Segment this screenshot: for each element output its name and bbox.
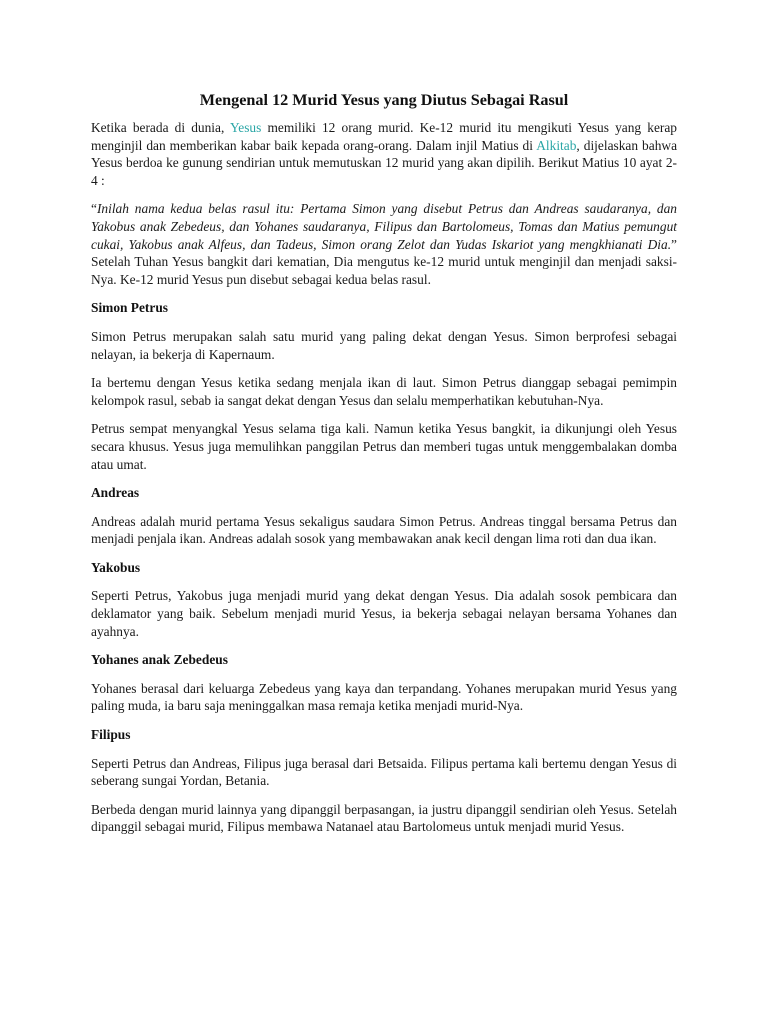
document-body — [91, 90, 677, 847]
simon-paragraph-1: Simon Petrus merupakan salah satu murid yang paling dekat dengan Yesus. Simon berprofesi sebagai nelayan, ia bekerja di Kapernaum. — [91, 328, 677, 362]
intro-text-1: Ketika berada di dunia, — [91, 120, 230, 135]
intro-text-3: , dijelaskan bahwa Yesus berdoa ke gunung sendirian untuk memutuskan 12 murid yang akan dipilih. Berikut Matius 10 ayat 2-4 : — [91, 137, 678, 188]
quote-continuation: Setelah Tuhan Yesus bangkit dari kematian, Dia mengutus ke-12 murid untuk menginjil dan menjadi saksi-Nya. Ke-12 murid Yesus pun disebut sebagai kedua belas rasul. — [91, 254, 677, 287]
yohanes-paragraph-1: Yohanes berasal dari keluarga Zebedeus yang kaya dan terpandang. Yohanes merupakan murid Yesus yang paling muda, ia baru saja meninggalkan masa remaja ketika menjadi murid-Nya. — [91, 680, 677, 714]
page-title: Mengenal 12 Murid Yesus yang Diutus Sebagai Rasul — [199, 91, 569, 109]
quote-paragraph — [91, 200, 677, 288]
heading-simon-petrus: Simon Petrus — [91, 300, 168, 316]
quote-close-mark: ” — [671, 236, 677, 252]
heading-yakobus: Yakobus — [91, 559, 141, 575]
filipus-paragraph-2: Berbeda dengan murid lainnya yang dipanggil berpasangan, ia justru dipanggil sendirian oleh Yesus. Setelah dipanggil sebagai murid, Filipus membawa Natanael atau Bartolomeus untuk menjadi murid Yesus. — [91, 801, 677, 835]
simon-paragraph-2: Ia bertemu dengan Yesus ketika sedang menjala ikan di laut. Simon Petrus dianggap sebagai pemimpin kelompok rasul, sebab ia sangat dekat dengan Yesus dan selalu memperhatikan kebutuhan-Nya. — [91, 375, 677, 408]
intro-paragraph — [91, 119, 677, 189]
link-alkitab[interactable]: Alkitab — [536, 137, 577, 153]
intro-text-2: memiliki 12 orang murid. Ke-12 murid itu mengikuti Yesus yang kerap menginjil dan memberikan kabar baik kepada orang-orang. Dalam injil Matius di — [91, 120, 677, 153]
yakobus-paragraph-1: Seperti Petrus, Yakobus juga menjadi murid yang dekat dengan Yesus. Dia adalah sosok pembicara dan deklamator yang baik. Sebelum menjadi murid Yesus, ia bekerja sebagai nelayan bersama Yohanes dan ayahnya. — [91, 588, 677, 639]
link-yesus[interactable]: Yesus — [229, 120, 262, 135]
heading-yohanes: Yohanes anak Zebedeus — [91, 652, 228, 668]
heading-andreas: Andreas — [91, 485, 140, 501]
heading-filipus: Filipus — [91, 727, 131, 743]
quote-text: Inilah nama kedua belas rasul itu: Pertama Simon yang disebut Petrus dan Andreas saudaranya, dan Yakobus anak Zebedeus, dan Yohanes saudaranya, Filipus dan Bartolomeus, Tomas dan Matius pemungut cukai, Yakobus anak Alfeus, dan Tadeus, Simon orang Zelot dan Yudas Iskariot yang mengkhianati Dia. — [91, 201, 677, 252]
simon-paragraph-3: Petrus sempat menyangkal Yesus selama tiga kali. Namun ketika Yesus bangkit, ia dikunjungi oleh Yesus secara khusus. Yesus juga memulihkan panggilan Petrus dan memberi tugas untuk menggembalakan domba atau umat. — [91, 421, 677, 472]
quote-open-mark: “ — [91, 201, 97, 217]
filipus-paragraph-1: Seperti Petrus dan Andreas, Filipus juga berasal dari Betsaida. Filipus pertama kali bertemu dengan Yesus di seberang sungai Yordan, Betania. — [91, 755, 677, 789]
andreas-paragraph-1: Andreas adalah murid pertama Yesus sekaligus saudara Simon Petrus. Andreas tinggal bersama Petrus dan menjadi penjala ikan. Andreas adalah sosok yang membawakan anak kecil dengan lima roti dan dua ikan. — [91, 513, 677, 547]
